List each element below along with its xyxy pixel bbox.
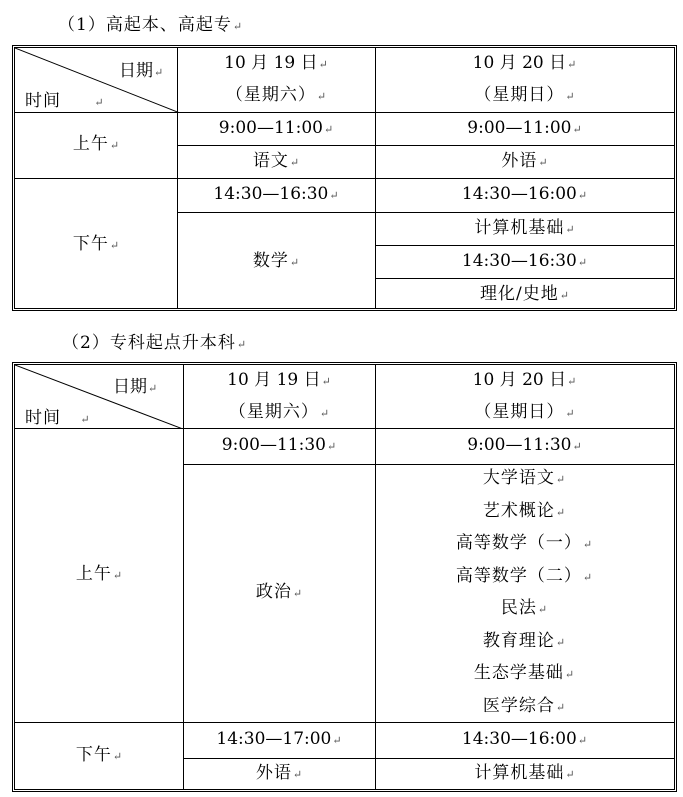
day2-afternoon-time-a xyxy=(375,178,674,212)
day1-header xyxy=(183,365,375,428)
return-mark-icon: ↵ xyxy=(577,734,588,747)
day2-morning-time xyxy=(375,112,674,145)
schedule-table-2 xyxy=(12,362,677,792)
morning-text: 上午 xyxy=(72,134,109,154)
return-mark-icon: ↵ xyxy=(565,406,575,420)
corner-date-label xyxy=(113,372,157,397)
return-mark-icon: ↵ xyxy=(577,255,588,269)
subject-item: 高等数学（二） xyxy=(455,565,582,586)
return-mark-icon: ↵ xyxy=(582,570,594,584)
return-mark-icon: ↵ xyxy=(323,122,334,136)
return-mark-icon: ↵ xyxy=(555,473,567,486)
return-mark-icon: ↵ xyxy=(321,374,331,388)
day2-weekday: （星期日） xyxy=(474,85,565,105)
subject-text: 外语 xyxy=(255,762,292,783)
time-text: 9:00—11:00 xyxy=(218,117,323,138)
return-mark-icon: ↵ xyxy=(109,238,120,252)
day2-afternoon-subject-b xyxy=(375,278,674,311)
subject-text: 数学 xyxy=(252,250,289,271)
section-heading-1-text: （1）高起本、高起专 xyxy=(58,15,232,35)
return-mark-icon: ↵ xyxy=(94,96,104,109)
day2-header xyxy=(375,48,674,112)
afternoon-text: 下午 xyxy=(75,744,112,765)
day1-afternoon-time xyxy=(183,722,375,758)
day2-afternoon-time xyxy=(375,722,674,758)
day1-weekday: （星期六） xyxy=(228,401,319,422)
corner-date-label xyxy=(119,56,163,81)
return-mark-icon: ↵ xyxy=(236,338,248,351)
return-mark-icon: ↵ xyxy=(565,90,575,103)
day2-header xyxy=(375,365,674,428)
day1-weekday: （星期六） xyxy=(225,85,316,105)
day1-date: 10 月 19 日 xyxy=(224,53,318,73)
day2-morning-subject xyxy=(375,145,674,178)
return-mark-icon: ↵ xyxy=(559,288,569,302)
return-mark-icon: ↵ xyxy=(154,66,164,79)
return-mark-icon: ↵ xyxy=(538,155,548,169)
afternoon-label xyxy=(15,722,183,789)
return-mark-icon: ↵ xyxy=(289,155,300,169)
day1-morning-time xyxy=(183,428,375,464)
corner-date-text: 日期 xyxy=(119,61,153,81)
return-mark-icon: ↵ xyxy=(112,749,123,763)
return-mark-icon: ↵ xyxy=(332,734,342,747)
time-text: 14:30—16:00 xyxy=(461,729,577,749)
return-mark-icon: ↵ xyxy=(564,668,576,681)
day1-afternoon-time xyxy=(177,178,375,212)
return-mark-icon: ↵ xyxy=(537,603,549,616)
subject-item: 医学综合 xyxy=(482,695,555,716)
morning-text: 上午 xyxy=(75,564,112,584)
section-heading-2 xyxy=(62,328,247,353)
subject-item: 艺术概论 xyxy=(482,500,555,521)
subject-item: 大学语文 xyxy=(482,468,555,488)
return-mark-icon: ↵ xyxy=(232,20,244,33)
day1-date: 10 月 19 日 xyxy=(227,369,321,390)
return-mark-icon: ↵ xyxy=(112,569,123,582)
return-mark-icon: ↵ xyxy=(582,538,594,551)
day2-date: 10 月 20 日 xyxy=(472,53,567,73)
time-text: 14:30—16:00 xyxy=(461,184,577,204)
return-mark-icon: ↵ xyxy=(572,122,582,136)
day2-afternoon-subject-a xyxy=(375,212,674,245)
return-mark-icon: ↵ xyxy=(316,90,327,103)
day2-afternoon-time-b xyxy=(375,245,674,278)
time-text: 9:00—11:30 xyxy=(467,435,572,455)
return-mark-icon: ↵ xyxy=(567,374,577,388)
return-mark-icon: ↵ xyxy=(572,440,582,453)
return-mark-icon: ↵ xyxy=(555,700,567,714)
return-mark-icon: ↵ xyxy=(80,413,90,426)
day1-morning-subject xyxy=(183,464,375,722)
return-mark-icon: ↵ xyxy=(109,139,120,152)
subject-text: 政治 xyxy=(255,582,292,602)
afternoon-label xyxy=(15,178,177,311)
day1-morning-subject xyxy=(177,145,375,178)
subject-text: 语文 xyxy=(252,150,289,171)
subject-text: 计算机基础 xyxy=(474,217,565,238)
time-text: 9:00—11:30 xyxy=(221,435,326,455)
corner-time-text: 时间 xyxy=(25,91,61,111)
day2-morning-time xyxy=(375,428,674,464)
return-mark-icon: ↵ xyxy=(319,406,330,420)
section-heading-2-text: （2）专科起点升本科 xyxy=(62,333,236,353)
return-mark-icon: ↵ xyxy=(289,255,300,269)
time-text: 14:30—16:30 xyxy=(461,250,577,271)
subject-text: 计算机基础 xyxy=(474,762,565,783)
subject-item: 高等数学（一） xyxy=(455,533,582,553)
afternoon-text: 下午 xyxy=(72,233,109,254)
day2-weekday: （星期日） xyxy=(474,401,565,422)
day1-afternoon-subject xyxy=(177,212,375,311)
day2-morning-subject-list xyxy=(375,464,674,722)
day2-date: 10 月 20 日 xyxy=(472,369,567,390)
morning-label xyxy=(15,112,177,178)
return-mark-icon: ↵ xyxy=(326,440,337,453)
corner-date-text: 日期 xyxy=(113,377,147,397)
day1-morning-time xyxy=(177,112,375,145)
time-text: 9:00—11:00 xyxy=(467,117,572,138)
corner-time-label xyxy=(25,86,104,111)
return-mark-icon: ↵ xyxy=(565,222,575,236)
day2-afternoon-subject xyxy=(375,758,674,789)
time-text: 14:30—16:30 xyxy=(213,184,329,204)
return-mark-icon: ↵ xyxy=(292,587,303,600)
day1-afternoon-subject xyxy=(183,758,375,789)
return-mark-icon: ↵ xyxy=(555,505,567,519)
subject-item: 生态学基础 xyxy=(473,663,564,683)
return-mark-icon: ↵ xyxy=(555,635,567,649)
time-text: 14:30—17:00 xyxy=(216,729,332,749)
morning-label xyxy=(15,428,183,722)
section-heading-1 xyxy=(58,10,243,35)
return-mark-icon: ↵ xyxy=(329,189,339,202)
return-mark-icon: ↵ xyxy=(148,382,158,395)
subject-text: 理化/史地 xyxy=(480,283,559,304)
subject-text: 外语 xyxy=(501,150,538,171)
return-mark-icon: ↵ xyxy=(567,58,577,71)
schedule-table-1 xyxy=(12,45,677,311)
return-mark-icon: ↵ xyxy=(292,767,303,781)
return-mark-icon: ↵ xyxy=(577,189,588,202)
corner-time-text: 时间 xyxy=(25,408,61,428)
corner-time-label xyxy=(25,403,90,428)
return-mark-icon: ↵ xyxy=(565,767,575,781)
day1-header xyxy=(177,48,375,112)
subject-item: 民法 xyxy=(500,598,537,618)
subject-item: 教育理论 xyxy=(482,630,555,651)
return-mark-icon: ↵ xyxy=(318,58,328,71)
